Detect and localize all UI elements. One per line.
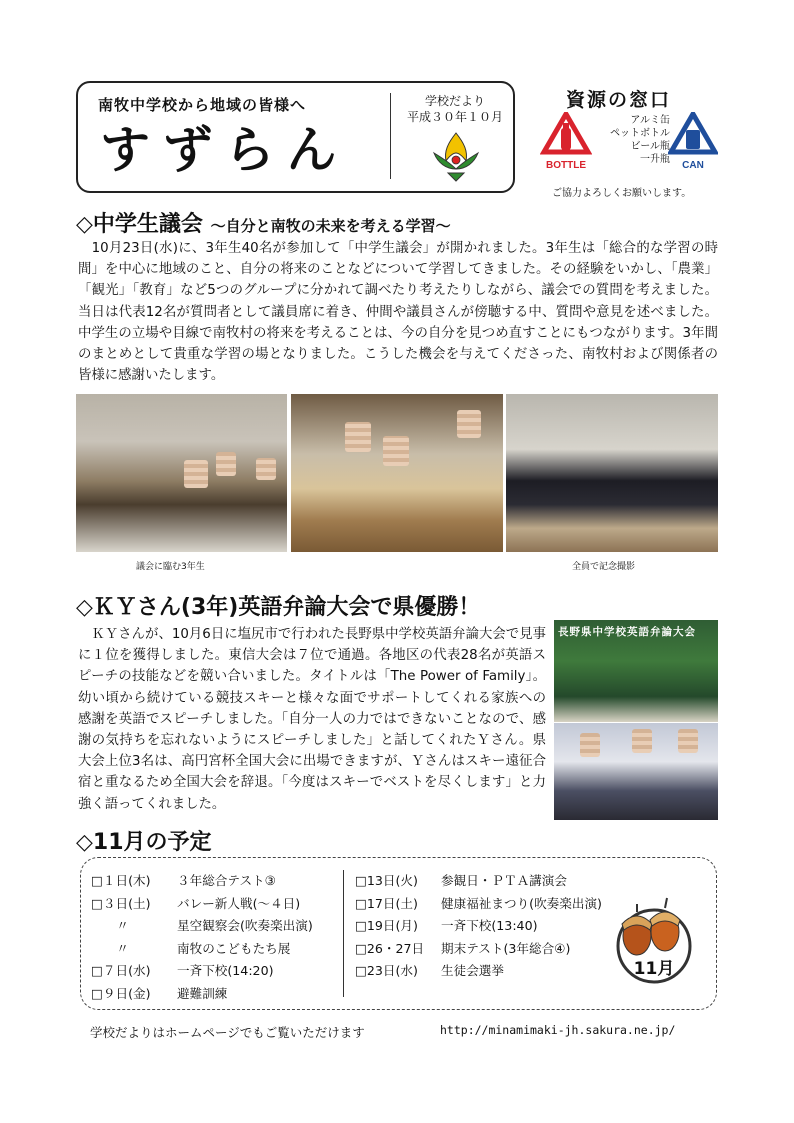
can-recycle-icon — [668, 112, 718, 174]
schedule-date: □17日(土) — [355, 895, 418, 911]
recyclable-items — [590, 114, 670, 166]
blurred-face — [216, 452, 236, 476]
recyclable-item: 一升瓶 — [640, 154, 670, 165]
schedule-event: 避難訓練 — [177, 985, 228, 1001]
recycling-info — [538, 80, 718, 200]
speech-article-text: ＫＹさんが、10月6日に塩尻市で行われた長野県中学校英語弁論大会で見事に１位を獲得しました。東信大会は７位で通過。各地区の代表28名が英語スピーチの技能などを競い合いました。タイトルは「The Power of Family」。幼い頃から続けている競技スキーと様々な面でサポートしてくれる家族への感謝を英語でスピーチしました。「自分一人の力ではできないことなので、感謝の気持ちを忘れないようにスピーチしました」と話してくれたＹさん。県大会上位3名は、高円宮杯全国大会に出場できますが、Ｙさんはスキー遠征合宿と重なるため全国大会を辞退。「今度はスキーでベストを尽くします」と力強く語ってくれました。 — [78, 627, 546, 812]
masthead-divider — [390, 93, 391, 179]
blurred-face — [345, 422, 371, 452]
november-schedule — [80, 857, 717, 1010]
masthead-subtitle: 南牧中学校から地域の皆様へ — [98, 96, 307, 114]
recycling-title: 資源の窓口 — [566, 89, 672, 111]
speech-contest-stage-photo — [554, 620, 718, 722]
schedule-date: □９日(金) — [91, 985, 151, 1001]
assembly-photo-students — [76, 394, 287, 552]
contest-banner: 長野県中学校英語弁論大会 — [558, 626, 696, 638]
schedule-event: バレー新人戦(～４日) — [177, 895, 301, 911]
heading-text: ◇中学生議会 — [76, 212, 203, 237]
school-emblem-icon — [428, 129, 484, 183]
schedule-event: 星空観察会(吹奏楽出演) — [177, 918, 313, 933]
blurred-face — [184, 460, 208, 488]
schedule-date: □７日(水) — [91, 963, 151, 978]
blurred-face — [383, 436, 409, 466]
section-heading-schedule: ◇11月の予定 — [76, 830, 212, 855]
schedule-date: □26・27日 — [355, 940, 425, 956]
blurred-face — [457, 410, 481, 438]
recycling-thanks: ご協力よろしくお願いします。 — [552, 188, 692, 199]
section-heading-speech-contest: ◇ＫＹさん(3年)英語弁論大会で県優勝！ — [76, 595, 481, 620]
schedule-item — [91, 893, 313, 916]
schedule-item — [91, 870, 313, 893]
can-label: CAN — [682, 160, 704, 171]
schedule-date: □19日(月) — [355, 918, 418, 933]
assembly-article-text: 10月23日(水)に、3年生40名が参加して「中学生議会」が開かれました。3年生は「総合的な学習の時間」を中心に地域のこと、自分の将来のことなどについて学習してきました。その経験をいかし、「農業」「観光」「教育」など5つのグループに分かれて調べたり考えたりしながら、議会での質問を考えました。当日は代表12名が質問者として議員席に着き、仲間や議員さんが傍聴する中、質問や意見を述べました。中学生の立場や目線で南牧村の将来を考えることは、今の自分を見つめ直すことにもつながります。3年間のまとめとして貴重な学習の場となりました。こうした機会を与えてくださった、南牧村および関係者の皆様に感謝いたします。 — [78, 241, 718, 384]
acorn-month-icon — [601, 894, 707, 986]
recyclable-item: ペットボトル — [610, 128, 670, 139]
newsletter-title: すずらん — [100, 120, 349, 179]
blurred-face — [256, 458, 276, 480]
assembly-photo-speaker — [291, 394, 503, 552]
schedule-divider — [343, 870, 344, 997]
masthead — [76, 81, 515, 193]
schedule-column-right — [355, 870, 602, 983]
schedule-date: □１日(木) — [91, 873, 151, 888]
recyclable-item: アルミ缶 — [630, 115, 670, 126]
school-website-link[interactable]: http://minamimaki-jh.sakura.ne.jp/ — [440, 1023, 676, 1037]
recyclable-item: ビール瓶 — [630, 141, 670, 152]
schedule-item — [91, 915, 313, 938]
schedule-item — [91, 960, 313, 983]
award-winners-photo — [554, 723, 718, 820]
footer-note: 学校だよりはホームページでもご覧いただけます — [90, 1025, 365, 1040]
schedule-item — [355, 915, 602, 938]
issue-date: 平成３０年１０月 — [406, 110, 503, 124]
schedule-event: 生徒会選挙 — [441, 963, 504, 978]
assembly-photo-group — [506, 394, 718, 552]
schedule-event: 期末テスト(3年総合④) — [441, 940, 571, 956]
schedule-event: 南牧のこどもたち展 — [177, 940, 291, 956]
photo-caption-right: 全員で記念撮影 — [572, 562, 636, 572]
issue-label-name: 学校だより — [424, 94, 485, 108]
schedule-event: 一斉下校(14:20) — [177, 963, 274, 978]
blurred-face — [632, 729, 652, 753]
schedule-event: 健康福祉まつり(吹奏楽出演) — [441, 895, 602, 911]
section-heading-assembly — [76, 207, 451, 238]
schedule-item — [355, 870, 602, 893]
blurred-face — [580, 733, 600, 757]
schedule-item — [355, 893, 602, 916]
schedule-date: 〃 — [91, 918, 129, 933]
schedule-item — [91, 983, 313, 1006]
schedule-date: □３日(土) — [91, 895, 151, 911]
schedule-event: 参観日・ＰＴＡ講演会 — [441, 873, 567, 888]
schedule-event: 一斉下校(13:40) — [441, 918, 538, 933]
schedule-date: 〃 — [91, 940, 129, 956]
schedule-item — [91, 938, 313, 961]
schedule-item — [355, 960, 602, 983]
month-badge-label: 11月 — [633, 959, 675, 979]
issue-label — [400, 93, 510, 125]
bottle-recycle-icon — [540, 112, 592, 174]
schedule-date: □23日(水) — [355, 963, 418, 978]
photo-caption-left: 議会に臨む3年生 — [136, 562, 205, 572]
schedule-column-left — [91, 870, 313, 1005]
heading-subtitle: ～自分と南牧の未来を考える学習～ — [210, 217, 451, 235]
schedule-event: ３年総合テスト③ — [177, 873, 276, 888]
schedule-item — [355, 938, 602, 961]
bottle-label: BOTTLE — [546, 160, 586, 171]
schedule-date: □13日(火) — [355, 873, 418, 888]
blurred-face — [678, 729, 698, 753]
